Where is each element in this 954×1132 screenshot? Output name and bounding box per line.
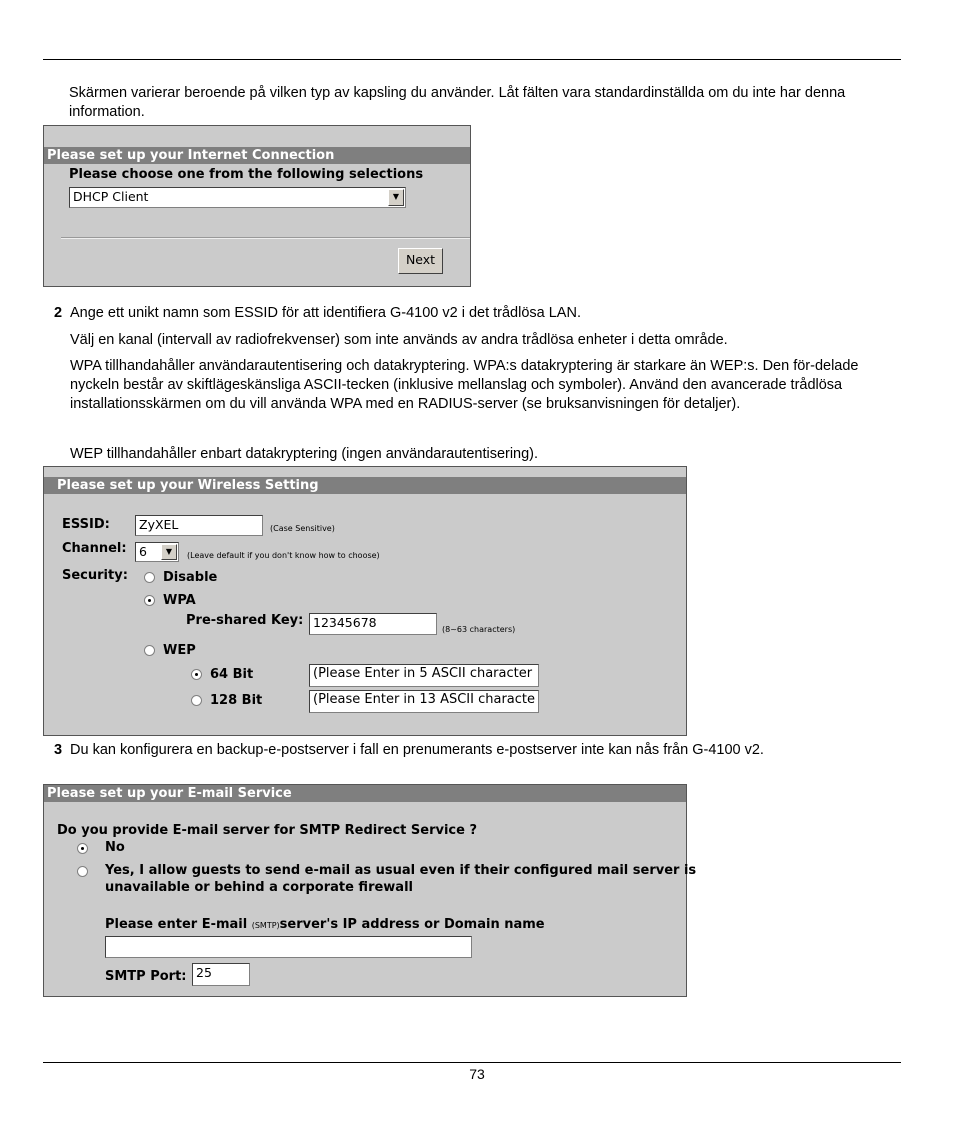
internet-panel-title: Please set up your Internet Connection: [44, 147, 470, 164]
smtp-small-label: (SMTP): [251, 921, 280, 930]
step-number: 2: [54, 305, 63, 321]
email-panel-title: Please set up your E-mail Service: [44, 785, 686, 802]
wireless-panel-title: Please set up your Wireless Setting: [44, 477, 686, 494]
bit128-label: 128 Bit: [210, 693, 263, 708]
wep-radio[interactable]: [144, 645, 155, 656]
channel-paragraph: Välj en kanal (intervall av radiofrekvenser) som inte används av andra trådlösa enheter i detta område.: [70, 332, 728, 348]
disable-radio[interactable]: [144, 572, 155, 583]
smtp-server-input[interactable]: [105, 936, 472, 958]
intro-paragraph: Skärmen varierar beroende på vilken typ av kapsling du använder. Låt fälten vara standardinställda om du inte har denna information.: [69, 85, 846, 120]
email-service-panel: [43, 784, 697, 997]
next-button[interactable]: Next: [398, 248, 443, 274]
psk-input[interactable]: 12345678: [309, 613, 437, 635]
server-address-label: Please enter E-mail (SMTP)server's IP address or Domain name: [105, 917, 545, 932]
disable-label: Disable: [163, 570, 218, 585]
wpa-label: WPA: [163, 593, 196, 608]
essid-label: ESSID:: [62, 517, 110, 532]
wep-label: WEP: [163, 643, 196, 658]
psk-hint: (8~63 characters): [442, 625, 516, 634]
essid-input[interactable]: ZyXEL: [135, 515, 263, 536]
no-label: No: [105, 840, 125, 855]
bit128-radio[interactable]: [191, 695, 202, 706]
chevron-down-icon[interactable]: ▼: [388, 189, 404, 206]
channel-select[interactable]: [135, 542, 179, 562]
channel-value: 6: [139, 544, 147, 559]
connection-type-select[interactable]: [69, 187, 406, 208]
step-number: 3: [54, 742, 63, 758]
choose-selection-label: Please choose one from the following selections: [69, 167, 424, 182]
wpa-radio[interactable]: [144, 595, 155, 606]
essid-hint: (Case Sensitive): [270, 524, 335, 533]
smtp-question: Do you provide E-mail server for SMTP Redirect Service ?: [57, 823, 478, 838]
page-number: 73: [469, 1066, 485, 1082]
wep-paragraph: WEP tillhandahåller enbart datakryptering (ingen användarautentisering).: [70, 446, 539, 462]
step3-paragraph: 3 Du kan konfigurera en backup-e-postserver i fall en prenumerants e-postserver inte kan nås från G-4100 v2.: [54, 742, 764, 758]
channel-label: Channel:: [62, 541, 127, 556]
wep64-key-input[interactable]: (Please Enter in 5 ASCII character: [309, 664, 539, 687]
yes-label-line2: unavailable or behind a corporate firewall: [105, 880, 413, 895]
wpa-paragraph: WPA tillhandahåller användarautentisering och datakryptering. WPA:s datakryptering är starkare än WEP:s. Den för-delade nyckeln består av skiftlägeskänsliga ASCII-tecken (inklusive mellanslag och symboler). Använd den avancerade trådlösa installationsskärmen om du vill använda WPA med en RADIUS-server (se bruksanvisningen för detaljer).: [70, 358, 859, 412]
psk-label: Pre-shared Key:: [186, 613, 304, 628]
wireless-setting-panel: [43, 466, 687, 736]
security-label: Security:: [62, 568, 128, 583]
wep128-key-input[interactable]: (Please Enter in 13 ASCII characte: [309, 690, 539, 713]
footer-rule: [43, 1062, 901, 1063]
no-radio[interactable]: [77, 843, 88, 854]
yes-label-line1: Yes, I allow guests to send e-mail as usual even if their configured mail server is: [105, 863, 697, 878]
smtp-port-label: SMTP Port:: [105, 969, 187, 984]
step2-paragraph: 2 Ange ett unikt namn som ESSID för att identifiera G-4100 v2 i det trådlösa LAN.: [54, 305, 581, 321]
smtp-port-input[interactable]: 25: [192, 963, 250, 986]
bit64-label: 64 Bit: [210, 667, 254, 682]
yes-radio[interactable]: [77, 866, 88, 877]
internet-connection-panel: [43, 125, 471, 287]
connection-type-value: DHCP Client: [73, 189, 149, 204]
bit64-radio[interactable]: [191, 669, 202, 680]
channel-hint: (Leave default if you don't know how to choose): [187, 551, 380, 560]
panel-separator: [61, 237, 470, 239]
header-rule: [43, 59, 901, 60]
chevron-down-icon[interactable]: ▼: [161, 544, 177, 560]
